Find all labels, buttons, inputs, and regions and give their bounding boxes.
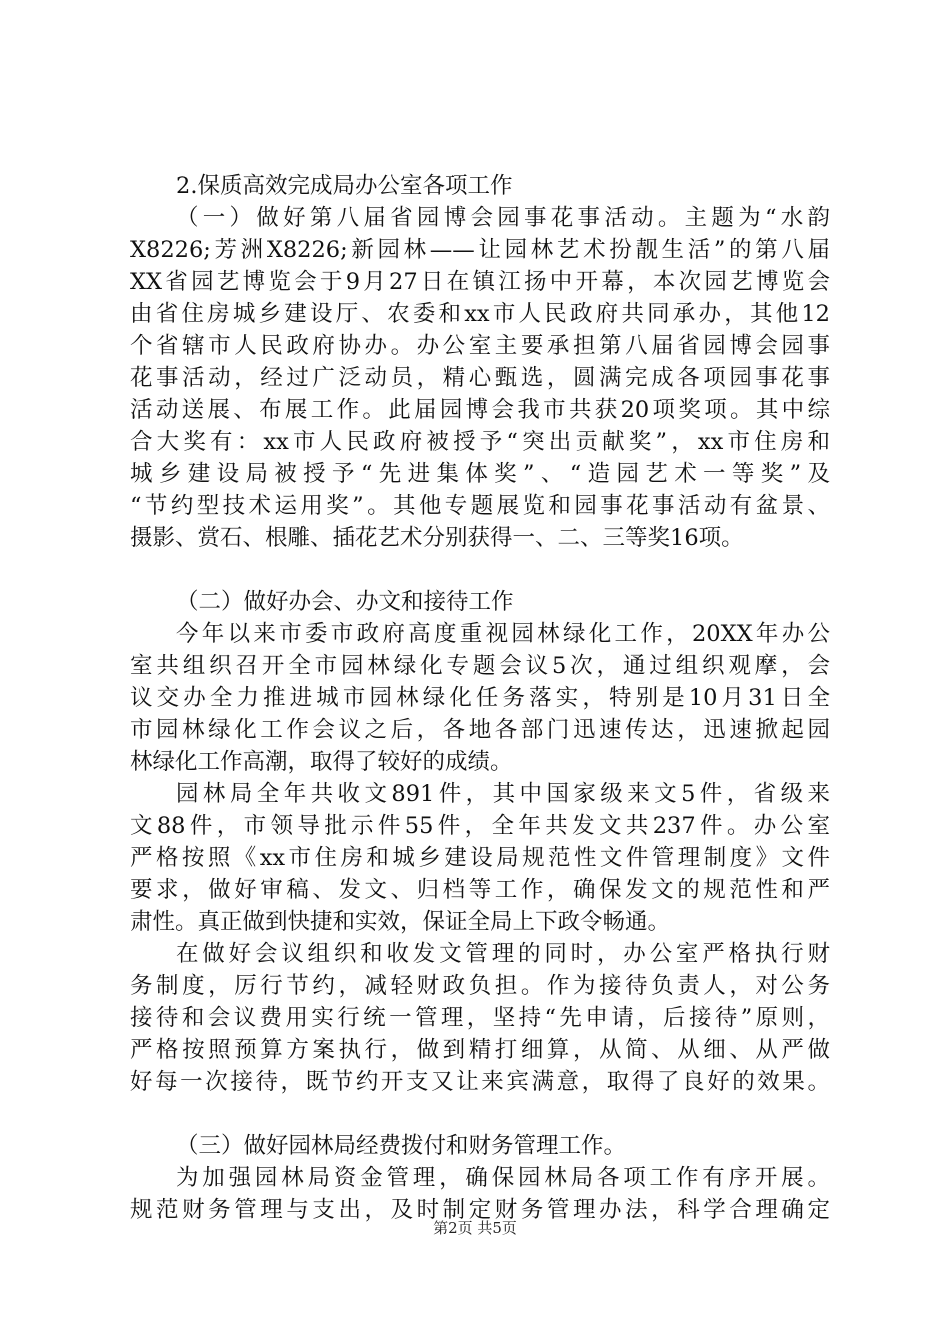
paragraph-gap <box>130 1098 830 1130</box>
paragraph-line: 室共组织召开全市园林绿化专题会议5次，通过组织观摩，会 <box>130 653 830 679</box>
paragraph-line: 城乡建设局被授予“先进集体奖”、“造园艺术一等奖”及 <box>130 461 830 487</box>
paragraph-line: 议交办全力推进城市园林绿化任务落实，特别是10月31日全 <box>130 685 830 711</box>
subsection-title: （二）做好办会、办文和接待工作 <box>176 589 514 615</box>
section-heading: 2.保质高效完成局办公室各项工作 <box>176 173 513 199</box>
paragraph-line: XX省园艺博览会于9月27日在镇江扬中开幕，本次园艺博览会 <box>130 269 830 295</box>
paragraph-line: “节约型技术运用奖”。其他专题展览和园事花事活动有盆景、 <box>130 493 830 519</box>
paragraph-gap <box>130 554 830 586</box>
paragraph-line: 林绿化工作高潮，取得了较好的成绩。 <box>130 749 513 775</box>
paragraph-line: 由省住房城乡建设厅、农委和xx市人民政府共同承办，其他12 <box>130 301 830 327</box>
paragraph-line: 好每一次接待，既节约开支又让来宾满意，取得了良好的效果。 <box>130 1069 830 1095</box>
paragraph-line: 市园林绿化工作会议之后，各地各部门迅速传达，迅速掀起园 <box>130 717 830 743</box>
document-body <box>130 170 830 1226</box>
paragraph-line: 合大奖有：xx市人民政府被授予“突出贡献奖”，xx市住房和 <box>130 429 830 455</box>
paragraph-line: 严格按照《xx市住房和城乡建设局规范性文件管理制度》文件 <box>130 845 830 871</box>
paragraph-line: 园林局全年共收文891件，其中国家级来文5件，省级来 <box>176 781 830 807</box>
paragraph-line: （一）做好第八届省园博会园事花事活动。主题为“水韵 <box>176 205 830 231</box>
paragraph-line: 严格按照预算方案执行，做到精打细算，从简、从细、从严做 <box>130 1037 830 1063</box>
paragraph-line: 在做好会议组织和收发文管理的同时，办公室严格执行财 <box>176 941 830 967</box>
paragraph-line: 花事活动，经过广泛动员，精心甄选，圆满完成各项园事花事 <box>130 365 830 391</box>
paragraph-line: 要求，做好审稿、发文、归档等工作，确保发文的规范性和严 <box>130 877 830 903</box>
paragraph-line: 规范财务管理与支出，及时制定财务管理办法，科学合理确定 <box>130 1197 830 1223</box>
paragraph-line: 摄影、赏石、根雕、插花艺术分别获得一、二、三等奖16项。 <box>130 525 744 551</box>
paragraph-line: 文88件，市领导批示件55件，全年共发文共237件。办公室 <box>130 813 830 839</box>
page-number-footer: 第2页 共5页 <box>433 1219 517 1237</box>
paragraph-line: 为加强园林局资金管理，确保园林局各项工作有序开展。 <box>176 1165 830 1191</box>
subsection-title: （三）做好园林局经费拨付和财务管理工作。 <box>176 1133 627 1159</box>
paragraph-line: 活动送展、布展工作。此届园博会我市共获20项奖项。其中综 <box>130 397 830 423</box>
paragraph-line: 接待和会议费用实行统一管理，坚持“先申请，后接待”原则， <box>130 1005 830 1031</box>
paragraph-line: 肃性。真正做到快捷和实效，保证全局上下政令畅通。 <box>130 909 671 935</box>
paragraph-line: 务制度，厉行节约，减轻财政负担。作为接待负责人，对公务 <box>130 973 830 999</box>
paragraph-line: 今年以来市委市政府高度重视园林绿化工作，20XX年办公 <box>176 621 830 647</box>
paragraph-line: X8226;芳洲X8226;新园林——让园林艺术扮靓生活”的第八届 <box>130 237 830 263</box>
paragraph-line: 个省辖市人民政府协办。办公室主要承担第八届省园博会园事 <box>130 333 830 359</box>
